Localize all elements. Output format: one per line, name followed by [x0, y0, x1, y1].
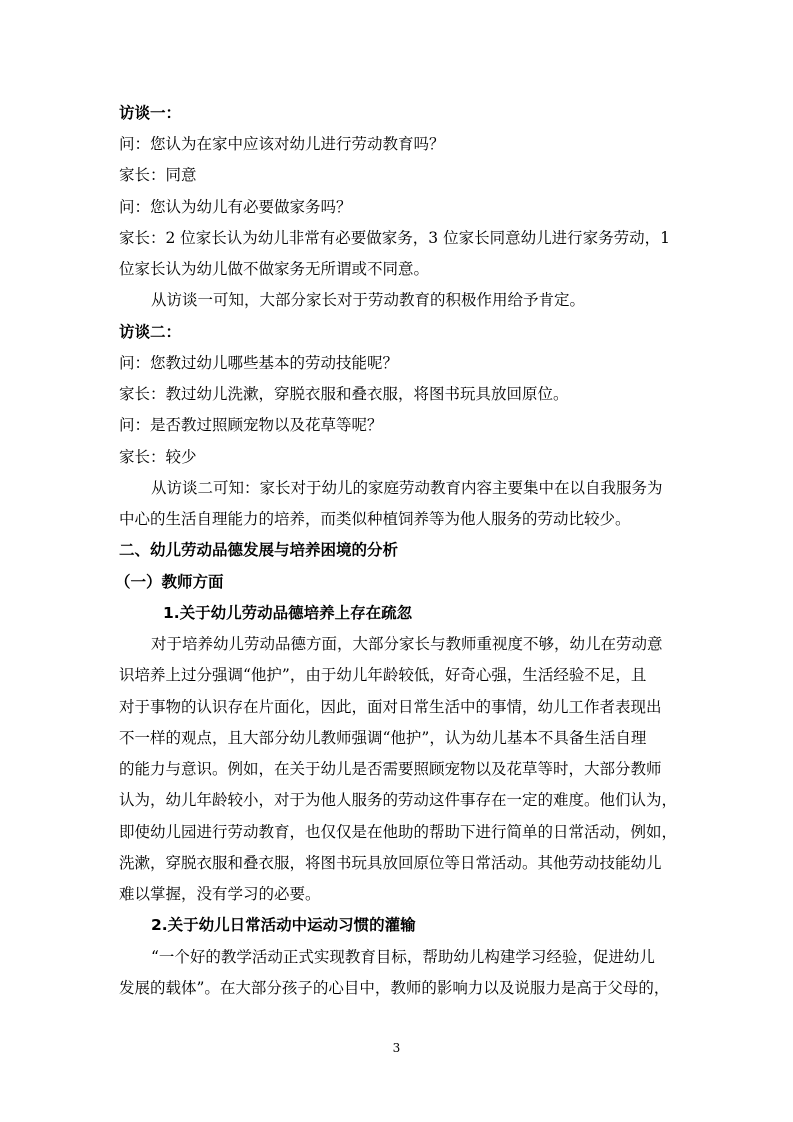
- item-heading-2: 2.关于幼儿日常活动中运动习惯的灌输: [151, 916, 416, 934]
- paragraph-line: 从访谈二可知：家长对于幼儿的家庭劳动教育内容主要集中在以自我服务为: [151, 479, 663, 497]
- paragraph-line: 发展的载体”。在大部分孩子的心目中，教师的影响力以及说服力是高于父母的，: [119, 979, 670, 997]
- text-line: 问：是否教过照顾宠物以及花草等呢？: [119, 416, 383, 434]
- text-line: 问：您教过幼儿哪些基本的劳动技能呢？: [119, 354, 399, 372]
- subsection-heading: （一）教师方面: [115, 573, 224, 591]
- text-line: 问：您认为在家中应该对幼儿进行劳动教育吗？: [119, 135, 445, 153]
- item-heading-1: 1.关于幼儿劳动品德培养上存在疏忽: [163, 604, 413, 622]
- paragraph-line: 即使幼儿园进行劳动教育，也仅仅是在他助的帮助下进行简单的日常活动，例如，: [119, 823, 678, 841]
- text-line: 家长：教过幼儿洗漱，穿脱衣服和叠衣服，将图书玩具放回原位。: [119, 385, 569, 403]
- text-line: 家长：较少: [119, 448, 197, 466]
- paragraph-line: 对于培养幼儿劳动品德方面，大部分家长与教师重视度不够，幼儿在劳动意: [151, 635, 663, 653]
- text-line: 问：您认为幼儿有必要做家务吗？: [119, 198, 352, 216]
- paragraph-line: 洗漱，穿脱衣服和叠衣服，将图书玩具放回原位等日常活动。其他劳动技能幼儿: [119, 854, 662, 872]
- text-line: 家长：2 位家长认为幼儿非常有必要做家务，3 位家长同意幼儿进行家务劳动，1: [119, 229, 670, 247]
- paragraph-line: 识培养上过分强调“他护”，由于幼儿年龄较低，好奇心强，生活经验不足，且: [119, 666, 647, 684]
- paragraph-line: 难以掌握，没有学习的必要。: [119, 885, 321, 903]
- heading-interview-2: 访谈二：: [119, 323, 182, 341]
- paragraph-line: 的能力与意识。例如，在关于幼儿是否需要照顾宠物以及花草等时，大部分教师: [119, 760, 662, 778]
- page-number: 3: [392, 1041, 401, 1055]
- text-line: 家长：同意: [119, 166, 197, 184]
- paragraph-line: “一个好的教学活动正式实现教育目标，帮助幼儿构建学习经验，促进幼儿: [151, 948, 655, 966]
- paragraph-line: 从访谈一可知，大部分家长对于劳动教育的积极作用给予肯定。: [151, 291, 586, 309]
- paragraph-line: 认为，幼儿年龄较小，对于为他人服务的劳动这件事存在一定的难度。他们认为，: [119, 791, 678, 809]
- text-line: 位家长认为幼儿做不做家务无所谓或不同意。: [119, 260, 430, 278]
- heading-interview-1: 访谈一：: [119, 104, 182, 122]
- paragraph-line: 不一样的观点，且大部分幼儿教师强调“他护”，认为幼儿基本不具备生活自理: [119, 729, 647, 747]
- paragraph-line: 对于事物的认识存在片面化，因此，面对日常生活中的事情，幼儿工作者表现出: [119, 698, 662, 716]
- section-heading: 二、幼儿劳动品德发展与培养困境的分析: [119, 541, 399, 559]
- paragraph-line: 中心的生活自理能力的培养，而类似种植饲养等为他人服务的劳动比较少。: [119, 510, 631, 528]
